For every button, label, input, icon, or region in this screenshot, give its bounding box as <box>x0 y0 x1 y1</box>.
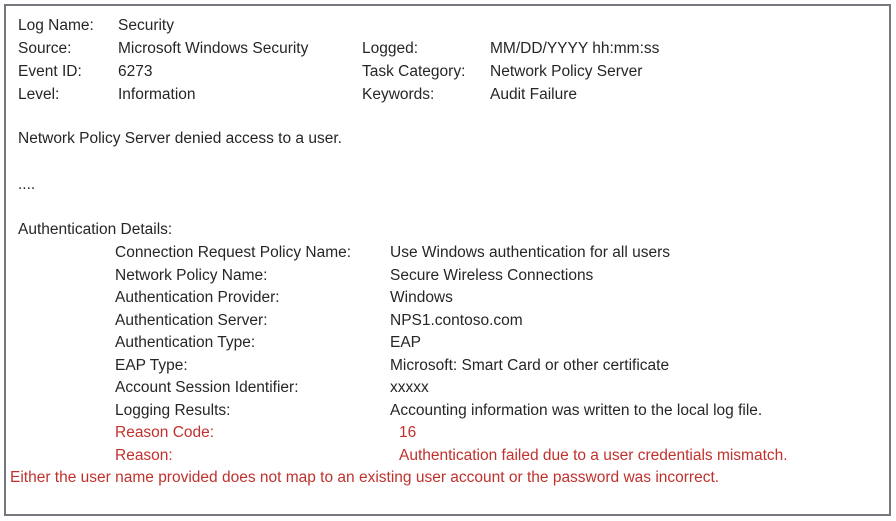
source-value: Microsoft Windows Security <box>118 40 309 57</box>
event-id-value: 6273 <box>118 63 153 80</box>
keywords-label: Keywords: <box>362 86 435 103</box>
detail-value: xxxxx <box>390 379 429 396</box>
event-id-label: Event ID: <box>18 63 82 80</box>
auth-details-table <box>115 242 788 467</box>
level-value: Information <box>118 86 196 103</box>
keywords-value: Audit Failure <box>490 86 578 103</box>
detail-value: EAP <box>390 334 422 351</box>
event-header <box>18 14 659 106</box>
level-label: Level: <box>18 86 60 103</box>
source-label: Source: <box>18 40 72 57</box>
reason-continuation-text: Either the user name provided does not map to an existing user account or the password was incorrect. <box>10 469 720 486</box>
reason-value: Authentication failed due to a user credentials mismatch. <box>399 446 788 464</box>
task-category-label: Task Category: <box>362 63 466 80</box>
detail-value: Microsoft: Smart Card or other certificate <box>390 356 670 374</box>
detail-label: Authentication Provider: <box>115 289 280 306</box>
detail-label: Account Session Identifier: <box>115 379 299 396</box>
truncation-ellipsis: .... <box>18 176 36 193</box>
reason-label: Reason: <box>115 446 173 464</box>
detail-value: Use Windows authentication for all users <box>390 244 670 261</box>
detail-label: EAP Type: <box>115 356 188 374</box>
detail-label: Connection Request Policy Name: <box>115 244 352 261</box>
detail-value: Secure Wireless Connections <box>390 266 594 284</box>
detail-label: Network Policy Name: <box>115 266 268 284</box>
detail-value: Accounting information was written to the local log file. <box>390 401 763 419</box>
auth-details-heading: Authentication Details: <box>18 221 173 238</box>
log-name-label: Log Name: <box>18 17 94 34</box>
header-spacer <box>490 14 659 37</box>
log-name-value: Security <box>118 17 174 34</box>
event-detail-frame <box>4 4 891 516</box>
reason-code-value: 16 <box>399 424 417 441</box>
header-spacer <box>362 14 490 37</box>
event-message: Network Policy Server denied access to a user. <box>18 130 342 147</box>
detail-label: Logging Results: <box>115 401 231 419</box>
reason-code-label: Reason Code: <box>115 424 215 441</box>
detail-label: Authentication Type: <box>115 334 256 351</box>
logged-value: MM/DD/YYYY hh:mm:ss <box>490 40 660 57</box>
task-category-value: Network Policy Server <box>490 63 643 80</box>
logged-label: Logged: <box>362 40 419 57</box>
detail-value: NPS1.contoso.com <box>390 311 523 329</box>
detail-value: Windows <box>390 289 453 306</box>
detail-label: Authentication Server: <box>115 311 268 329</box>
